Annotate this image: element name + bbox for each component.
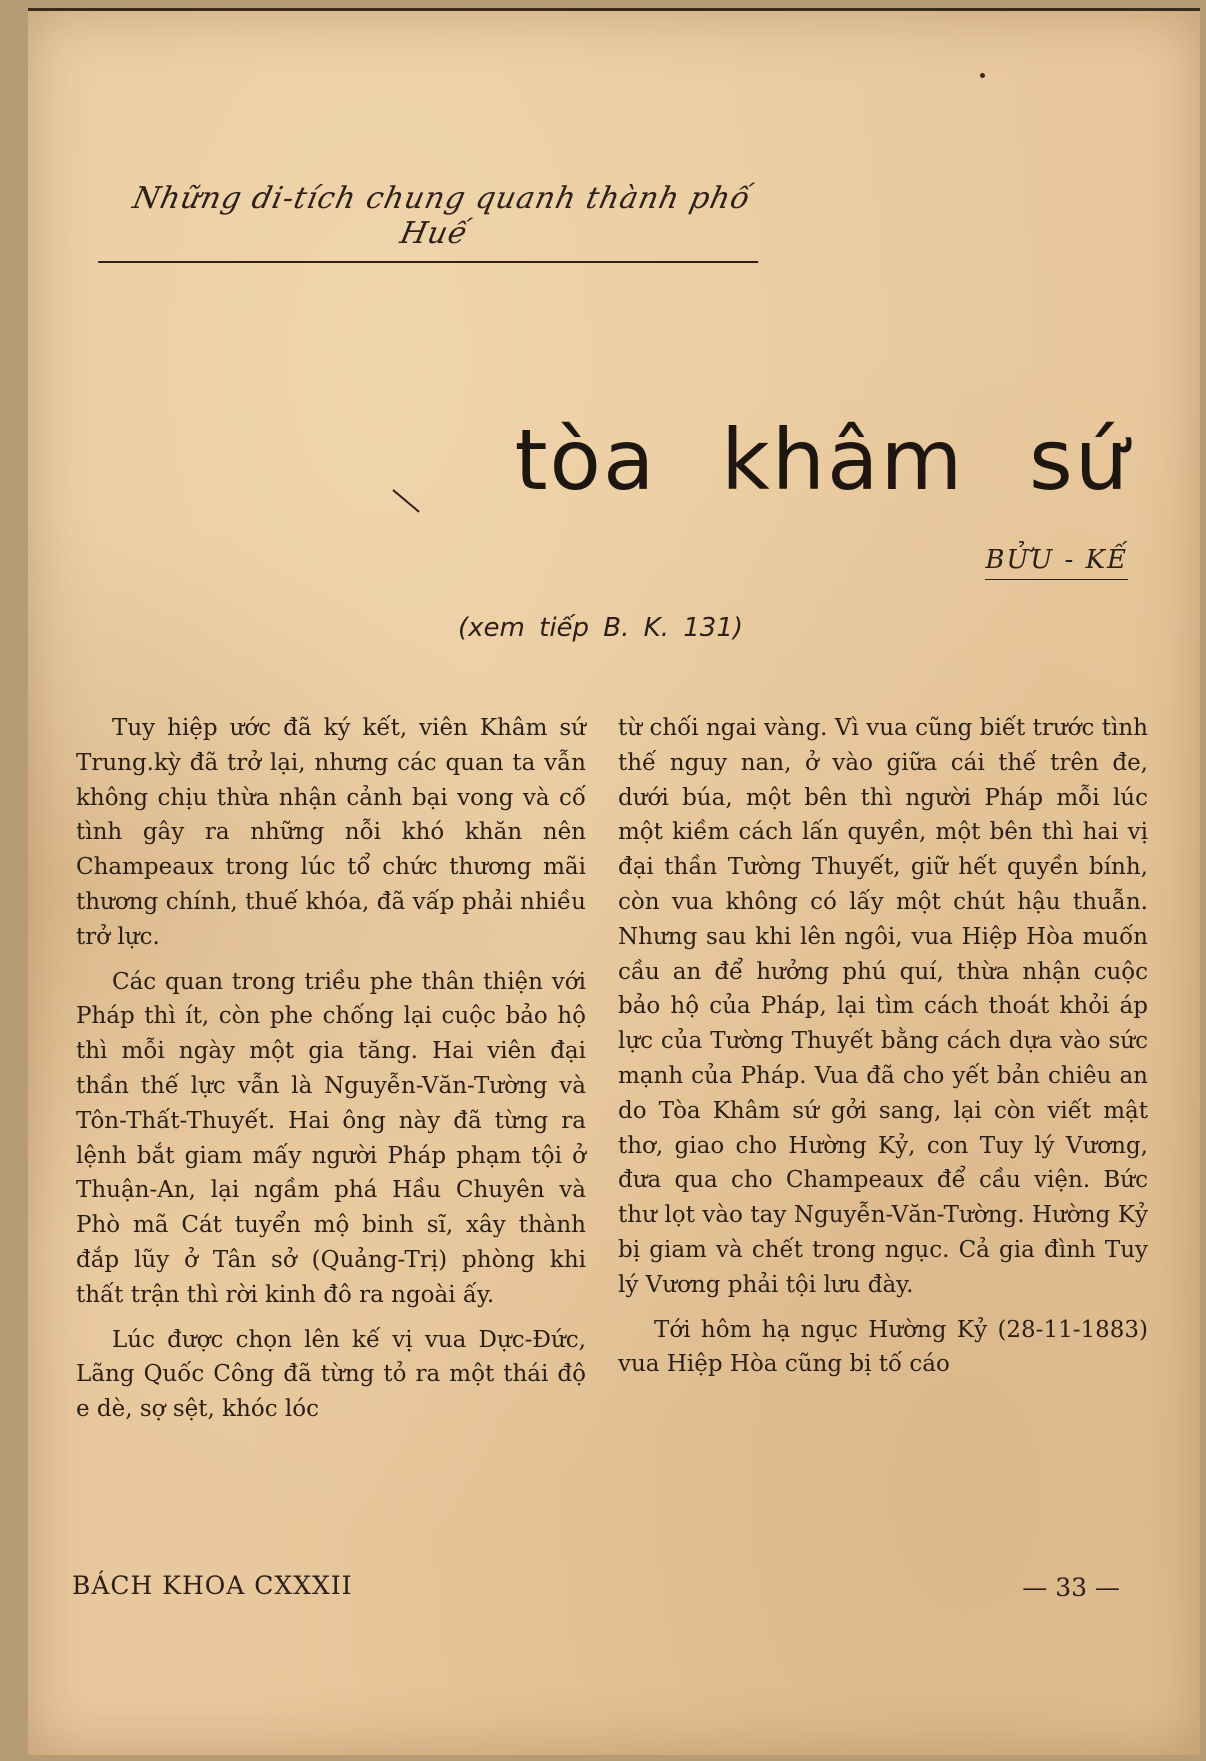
right-column xyxy=(618,711,1148,1392)
paragraph: Các quan trong triều phe thân thiện với Pháp thì ít, còn phe chống lại cuộc bảo hộ thì mỗi ngày một gia tăng. Hai viên đại thần thế lực vẫn là Nguyễn-Văn-Tường và Tôn-Thất-Thuyết. Hai ông này đã từng ra lệnh bắt giam mấy người Pháp phạm tội ở Thuận-An, lại ngầm phá Hầu Chuyên và Phò mã Cát tuyển mộ binh sĩ, xây thành đắp lũy ở Tân sở (Quảng-Trị) phòng khi thất trận thì rời kinh đô ra ngoài ấy. xyxy=(76,968,586,1308)
paragraph: Tới hôm hạ ngục Hường Kỷ (28-11-1883) vua Hiệp Hòa cũng bị tố cáo xyxy=(618,1316,1148,1378)
document-page xyxy=(28,8,1200,1755)
paragraph: Tuy hiệp ước đã ký kết, viên Khâm sứ Trung.kỳ đã trở lại, nhưng các quan ta vẫn không chịu thừa nhận cảnh bại vong và cố tình gây ra những nỗi khó khăn nên Champeaux trong lúc tổ chức thương mãi thương chính, thuế khóa, đã vấp phải nhiều trở lực. xyxy=(76,715,586,950)
paragraph: từ chối ngai vàng. Vì vua cũng biết trước tình thế nguy nan, ở vào giữa cái thế trên đe, dưới búa, một bên thì người Pháp mỗi lúc một kiềm cách lấn quyền, một bên thì hai vị đại thần Tường Thuyết, giữ hết quyền bính, còn vua không có lấy một chút hậu thuẫn. Nhưng sau khi lên ngôi, vua Hiệp Hòa muốn cầu an để hưởng phú quí, thừa nhận cuộc bảo hộ của Pháp, lại tìm cách thoát khỏi áp lực của Tường Thuyết bằng cách dựa vào sức mạnh của Pháp. Vua đã cho yết bản chiêu an do Tòa Khâm sứ gởi sang, lại còn viết mật thơ, giao cho Hường Kỷ, con Tuy lý Vương, đưa qua cho Champeaux để cầu viện. Bức thư lọt vào tay Nguyễn-Văn-Tường. Hường Kỷ bị giam và chết trong ngục. Cả gia đình Tuy lý Vương phải tội lưu đày. xyxy=(618,715,1148,1298)
page-number: — 33 — xyxy=(1022,1573,1120,1602)
series-title: Những di-tích chung quanh thành phố Huế xyxy=(98,181,775,263)
left-column xyxy=(76,711,586,1437)
paper-speck xyxy=(980,73,985,78)
author-name: BỬU - KẾ xyxy=(985,545,1128,580)
decorative-tick-mark xyxy=(392,489,419,512)
article-title: tòa khâm sứ xyxy=(514,411,1130,509)
paragraph: Lúc được chọn lên kế vị vua Dực-Đức, Lãng Quốc Công đã từng tỏ ra một thái độ e dè, sợ sệt, khóc lóc xyxy=(76,1326,586,1423)
publication-footer: BÁCH KHOA CXXXII xyxy=(72,1571,353,1600)
continuation-note: (xem tiếp B. K. 131) xyxy=(458,613,744,643)
